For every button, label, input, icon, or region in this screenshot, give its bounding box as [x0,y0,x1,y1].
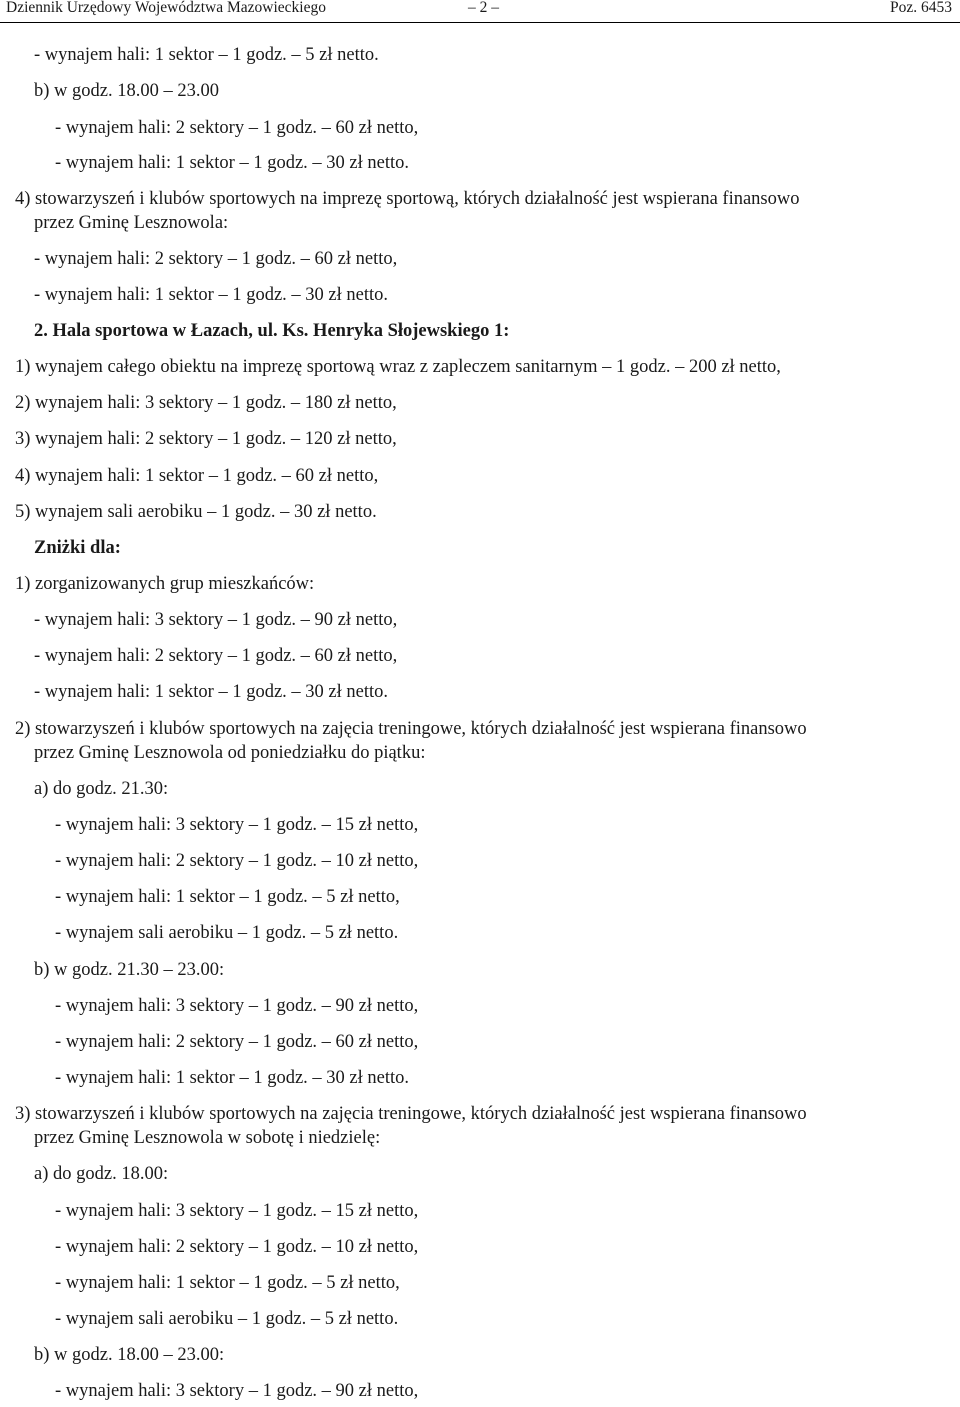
text-line: 1) zorganizowanych grup mieszkańców: [15,574,315,594]
text-line: - wynajem hali: 1 sektor – 1 godz. – 30 zł netto. [34,682,388,702]
text-line: - wynajem sali aerobiku – 1 godz. – 5 zł netto. [55,1309,399,1329]
text-line: 2) stowarzyszeń i klubów sportowych na zajęcia treningowe, których działalność jest wspierana finansowo [15,719,807,739]
journal-title: Dziennik Urzędowy Województwa Mazowieckiego [6,0,326,16]
text-line: a) do godz. 18.00: [34,1164,169,1184]
text-line: - wynajem hali: 3 sektory – 1 godz. – 15 zł netto, [55,1201,419,1221]
text-line: - wynajem hali: 1 sektor – 1 godz. – 5 zł netto, [55,1273,400,1293]
text-line: przez Gminę Lesznowola od poniedziałku do piątku: [34,743,426,763]
text-line: - wynajem hali: 2 sektory – 1 godz. – 60 zł netto, [34,249,398,269]
text-line: - wynajem hali: 3 sektory – 1 godz. – 90 zł netto, [55,1381,419,1401]
text-line: przez Gminę Lesznowola w sobotę i niedzielę: [34,1128,381,1148]
text-line: - wynajem hali: 1 sektor – 1 godz. – 30 zł netto. [34,285,388,305]
text-line: - wynajem hali: 2 sektory – 1 godz. – 60 zł netto, [55,118,419,138]
text-line: - wynajem hali: 1 sektor – 1 godz. – 5 zł netto. [34,45,379,65]
text-line: - wynajem hali: 2 sektory – 1 godz. – 60 zł netto, [55,1032,419,1052]
text-line: 4) wynajem hali: 1 sektor – 1 godz. – 60 zł netto, [15,466,379,486]
text-line: - wynajem hali: 3 sektory – 1 godz. – 90 zł netto, [34,610,398,630]
text-line: 1) wynajem całego obiektu na imprezę sportową wraz z zapleczem sanitarnym – 1 godz. – 200 zł netto, [15,357,781,377]
text-line: b) w godz. 18.00 – 23.00 [34,81,219,101]
text-line: - wynajem hali: 3 sektory – 1 godz. – 90 zł netto, [55,996,419,1016]
text-line: przez Gminę Lesznowola: [34,213,229,233]
text-line: 4) stowarzyszeń i klubów sportowych na imprezę sportową, których działalność jest wspierana finansowo [15,189,800,209]
text-line: 5) wynajem sali aerobiku – 1 godz. – 30 zł netto. [15,502,377,522]
text-line: - wynajem hali: 3 sektory – 1 godz. – 15 zł netto, [55,815,419,835]
text-line: - wynajem hali: 2 sektory – 1 godz. – 10 zł netto, [55,851,419,871]
text-line: - wynajem sali aerobiku – 1 godz. – 5 zł netto. [55,923,399,943]
page-number: – 2 – [468,0,499,16]
text-line: b) w godz. 21.30 – 23.00: [34,960,225,980]
discount-heading: Zniżki dla: [34,538,121,558]
page-header [0,0,960,23]
text-line: 2) wynajem hali: 3 sektory – 1 godz. – 180 zł netto, [15,393,397,413]
text-line: a) do godz. 21.30: [34,779,169,799]
text-line: 3) stowarzyszeń i klubów sportowych na zajęcia treningowe, których działalność jest wspierana finansowo [15,1104,807,1124]
position-number: Poz. 6453 [890,0,952,16]
text-line: - wynajem hali: 2 sektory – 1 godz. – 60 zł netto, [34,646,398,666]
text-line: b) w godz. 18.00 – 23.00: [34,1345,225,1365]
section-heading: 2. Hala sportowa w Łazach, ul. Ks. Henryka Słojewskiego 1: [34,321,510,341]
text-line: - wynajem hali: 1 sektor – 1 godz. – 30 zł netto. [55,153,409,173]
text-line: - wynajem hali: 1 sektor – 1 godz. – 5 zł netto, [55,887,400,907]
text-line: - wynajem hali: 2 sektory – 1 godz. – 10 zł netto, [55,1237,419,1257]
text-line: - wynajem hali: 1 sektor – 1 godz. – 30 zł netto. [55,1068,409,1088]
text-line: 3) wynajem hali: 2 sektory – 1 godz. – 120 zł netto, [15,429,397,449]
